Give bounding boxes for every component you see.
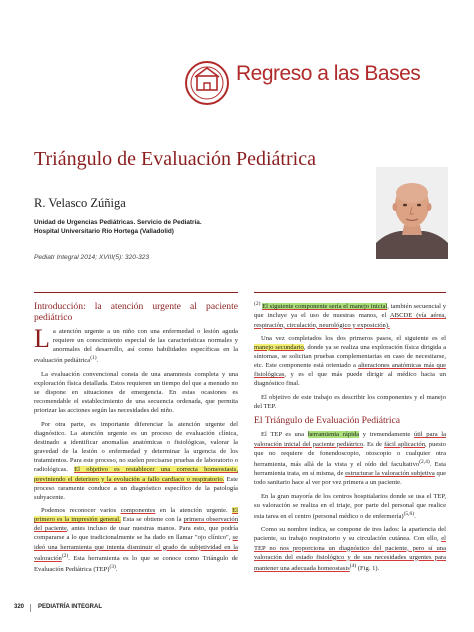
paragraph: La evaluación convencional consta de una anamnesis completa y una exploración física detallada. Estos requieren un tiempo del que a menudo no se dispone en situaciones de emergencia. En estas ocasiones es recomendable el establecimiento de una secuencia ordenada, que permita priorizar las acciones según las necesidades del niño. xyxy=(34,370,238,415)
highlight: herramienta rápida xyxy=(307,431,360,439)
highlight: El siguiente componente sería el manejo inicial xyxy=(262,303,388,311)
highlight: El primero es la impresión general. xyxy=(34,507,238,524)
paragraph: Como su nombre indica, se compone de tres lados: la apariencia del paciente, su trabajo respiratorio y su circulación cutánea. Con ello, el TEP no nos proporciona un diagnóstico del paciente, pero sí una valoración del estado fisiológico y de sus necesidades urgentes para mantener una adecuada homeostasis$^{(4)}$ (Fig. 1). xyxy=(254,526,446,572)
author-affiliation: Unidad de Urgencias Pediátricas. Servicio de Pediatría. Hospital Universitario Río Hortega (Valladolid) xyxy=(34,219,202,235)
section-logo xyxy=(182,58,232,108)
author-name: R. Velasco Zúñiga xyxy=(34,196,126,210)
journal-name: PEDIATRÍA INTEGRAL xyxy=(38,604,102,610)
paragraph: $^{(2)}$ El siguiente componente sería el manejo inicial, también secuencial y que incluye ya el uso de nuestras manos, el ABCDE (vía aérea, respiración, circulación, neurológico y exposición). xyxy=(254,301,447,329)
citation: Pediatr Integral 2014; XVIII(5): 320-323 xyxy=(34,254,150,261)
article-title: Triángulo de Evaluación Pediátrica xyxy=(34,148,316,170)
paragraph: El objetivo de este trabajo es describir los componentes y el manejo del TEP. xyxy=(254,393,446,410)
column-rule-left xyxy=(34,292,238,293)
left-column xyxy=(34,302,238,578)
paragraph: La atención urgente a un niño con una enfermedad o lesión aguda requiere un conocimiento especial de las características normales y anormales del desarrollo, así como habilidades específicas en la evaluación pediátrica$^{(1)}$. xyxy=(34,324,238,365)
footer-divider xyxy=(30,604,31,612)
paragraph: En la gran mayoría de los centros hospitalarios donde se usa el TEP, su valoración se realiza en el triaje, por parte del personal que realice esta tarea en el centro (personal médico o de enfermería)$^{(5,6)}$. xyxy=(254,492,446,521)
highlight: El objetivo es restablecer una correcta homeostasis, previniendo el deterioro y la evolución a fallo cardiaco o respiratorio. xyxy=(34,466,238,483)
section-heading-tep: El Triángulo de Evaluación Pediátrica xyxy=(254,414,401,426)
paragraph: Podemos reconocer varios componentes en la atención urgente. El primero es la impresión general. Esta se obtiene con la primera observación del paciente, antes incluso de usar nuestras manos. Para esto, que podría compararse a lo que tradicionalmente se ha dado en llamar "ojo clínico", se ideó una herramienta que intenta disminuir el grado de subjetividad en la valoración$^{(2)}$. Esta herramienta es lo que se conoce como Triángulo de Evaluación Pediátrica (TEP)$^{(3)}$. xyxy=(34,507,238,574)
column-rule-right xyxy=(254,292,446,293)
right-column xyxy=(254,300,446,577)
drop-cap: L xyxy=(34,324,50,353)
section-title: Regreso a las Bases xyxy=(236,62,421,85)
section-heading-intro: Introducción: la atención urgente al paciente pediátrico xyxy=(34,301,238,323)
paragraph: Una vez completados los dos primeros pasos, el siguiente es el manejo secundario, donde ya se realiza una exploración física dirigida a síntomas, se solicitan pruebas complementarias en caso de necesitarse, etc. Este componente está orientado a alteraciones anatómicas más que fisiológicas, y es el que más puede dirigir al médico hacia un diagnóstico final. xyxy=(254,334,446,388)
paragraph: El TEP es una herramienta rápida y tremendamente útil para la valoración inicial del paciente pediátrico. Es de fácil aplicación, puesto que no requiere de fonendoscopio, otoscopio o cualquier otra herramienta, más allá de la vista y el oído del facultativo$^{(2,4)}$. Esta herramienta trata, en sí misma, de estructurar la valoración subjetiva que todo sanitario hace al ver por vez primera a un paciente. xyxy=(254,431,447,487)
paragraph: Por otra parte, es importante diferenciar la atención urgente del diagnóstico. La atención urgente es un proceso de evaluación clínica, destinado a identificar anomalías anatómicas o fisiológicas, valorar la gravedad de la lesión o enfermedad y determinar la urgencia de los tratamientos. Para este proceso, no suelen precisarse pruebas de laboratorio o radiológicas. El objetivo es restablecer una correcta homeostasis, previniendo el deterioro y la evolución a fallo cardiaco o respiratorio. Este proceso raramente conduce a un diagnóstico específico de la patología subyacente. xyxy=(34,420,238,501)
page-number: 320 xyxy=(14,604,25,610)
author-photo xyxy=(376,167,448,259)
highlight: manejo secundario xyxy=(254,343,304,351)
